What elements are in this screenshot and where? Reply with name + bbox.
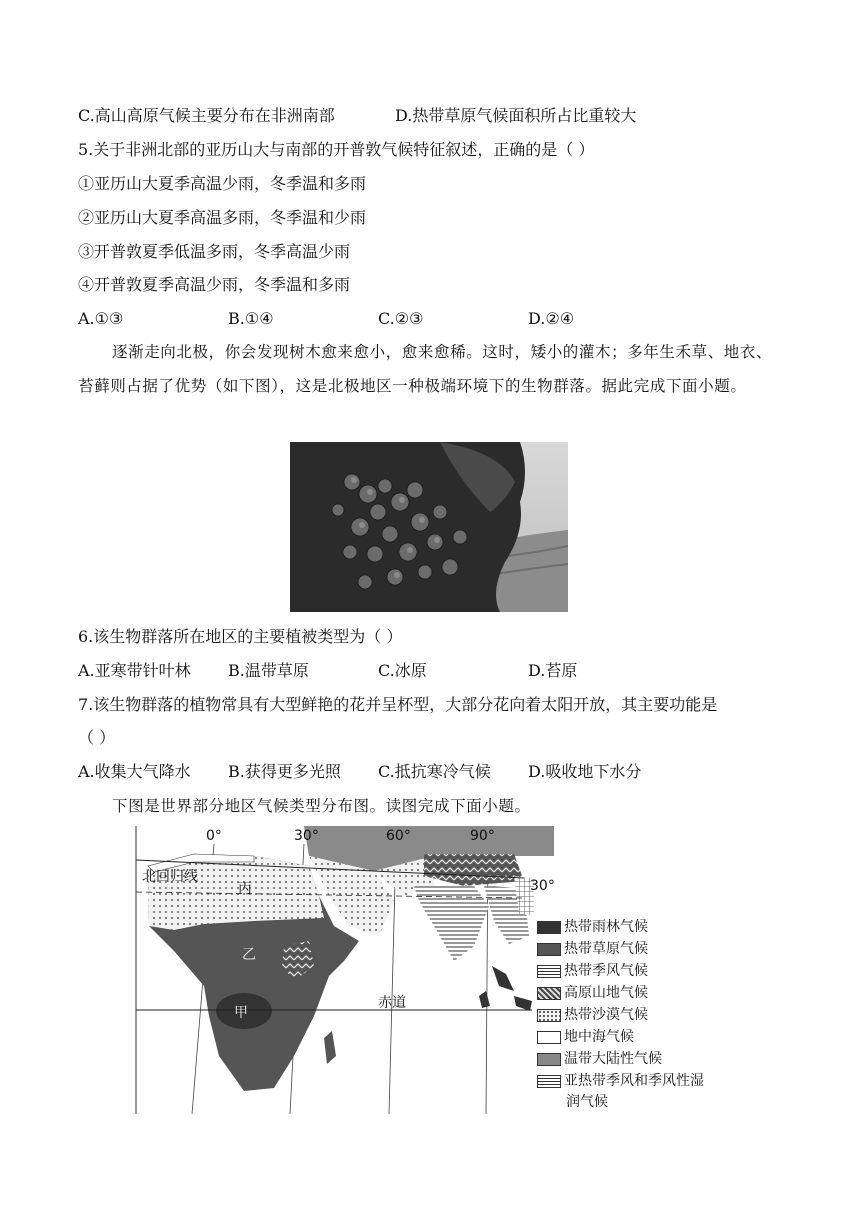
q5-option-b: B.①④ [228, 309, 274, 328]
tundra-photo [290, 442, 568, 612]
q7-option-d: D.吸收地下水分 [528, 762, 642, 781]
q4-option-d: D.热带草原气候面积所占比重较大 [395, 106, 637, 125]
lat-label-30: 30° [530, 878, 555, 894]
legend-subtropical-monsoon [537, 1072, 704, 1090]
legend-highland [537, 984, 648, 1002]
legend-swatch-subtropical [537, 1075, 561, 1088]
legend-label-monsoon: 热带季风气候 [564, 963, 648, 979]
legend-label-highland: 高原山地气候 [564, 985, 648, 1001]
legend-label-rainforest: 热带雨林气候 [564, 919, 648, 935]
legend-swatch-mediterranean [537, 1031, 561, 1044]
q5-option-d: D.②④ [528, 309, 575, 328]
q7-option-b: B.获得更多光照 [228, 762, 341, 781]
legend-label-desert: 热带沙漠气候 [564, 1007, 648, 1023]
legend-swatch-desert [537, 1009, 561, 1022]
q5-item-4: ④开普敦夏季高温少雨，冬季温和多雨 [78, 275, 351, 294]
legend-label-mediterranean: 地中海气候 [564, 1029, 634, 1045]
q6-option-b: B.温带草原 [228, 661, 309, 680]
legend-swatch-continental [537, 1053, 561, 1066]
tropic-label: 北回归线 [142, 869, 198, 885]
legend-swatch-rainforest [537, 921, 561, 934]
q6-option-d: D.苔原 [528, 661, 578, 680]
legend-subtropical-line2: 润气候 [566, 1094, 608, 1110]
legend-label-savanna: 热带草原气候 [564, 941, 648, 957]
q5-stem: 5.关于非洲北部的亚历山大与南部的开普敦气候特征叙述，正确的是（ ） [78, 140, 595, 159]
region-label-yi: 乙 [242, 947, 256, 963]
legend-label-continental: 温带大陆性气候 [564, 1051, 662, 1067]
legend-swatch-highland [537, 987, 561, 1000]
legend-swatch-monsoon [537, 965, 561, 978]
equator-label: 赤道 [378, 995, 406, 1011]
lon-label-30: 30° [294, 828, 319, 844]
legend-mediterranean [537, 1028, 634, 1046]
region-label-bing: 丙 [238, 881, 252, 897]
region-label-jia: 甲 [234, 1005, 248, 1021]
legend-tropical-rainforest [537, 918, 648, 936]
q7-stem-line2: （ ） [78, 728, 116, 747]
lon-label-0: 0° [206, 828, 222, 844]
legend-tropical-savanna [537, 940, 648, 958]
map-intro: 下图是世界部分地区气候类型分布图。读图完成下面小题。 [112, 797, 531, 815]
q5-item-2: ②亚历山大夏季高温多雨，冬季温和少雨 [78, 208, 367, 227]
q7-stem-line1: 7.该生物群落的植物常具有大型鲜艳的花并呈杯型，大部分花向着太阳开放，其主要功能是 [78, 695, 718, 714]
tundra-passage: 逐渐走向北极，你会发现树木愈来愈小，愈来愈稀。这时，矮小的灌木；多年生禾草、地衣、苔藓则占据了优势（如下图），这是北极地区一种极端环境下的生物群落。据此完成下面小题。 [78, 343, 773, 395]
q7-option-c: C.抵抗寒冷气候 [378, 762, 491, 781]
lon-label-60: 60° [386, 828, 411, 844]
q4-option-c: C.高山高原气候主要分布在非洲南部 [78, 106, 335, 125]
legend-label-subtropical: 亚热带季风和季风性湿 [564, 1073, 704, 1089]
q7-option-a: A.收集大气降水 [78, 762, 191, 781]
q5-item-1: ①亚历山大夏季高温少雨，冬季温和多雨 [78, 174, 367, 193]
q5-item-3: ③开普敦夏季低温多雨，冬季高温少雨 [78, 242, 351, 261]
lon-label-90: 90° [470, 828, 495, 844]
legend-tropical-monsoon [537, 962, 648, 980]
q6-option-a: A.亚寒带针叶林 [78, 661, 191, 680]
q6-option-c: C.冰原 [378, 661, 427, 680]
q6-stem: 6.该生物群落所在地区的主要植被类型为（ ） [78, 627, 403, 646]
q5-option-c: C.②③ [378, 309, 424, 328]
q5-option-a: A.①③ [78, 309, 124, 328]
legend-temperate-continental [537, 1050, 662, 1068]
legend-swatch-savanna [537, 943, 561, 956]
legend-tropical-desert [537, 1006, 648, 1024]
